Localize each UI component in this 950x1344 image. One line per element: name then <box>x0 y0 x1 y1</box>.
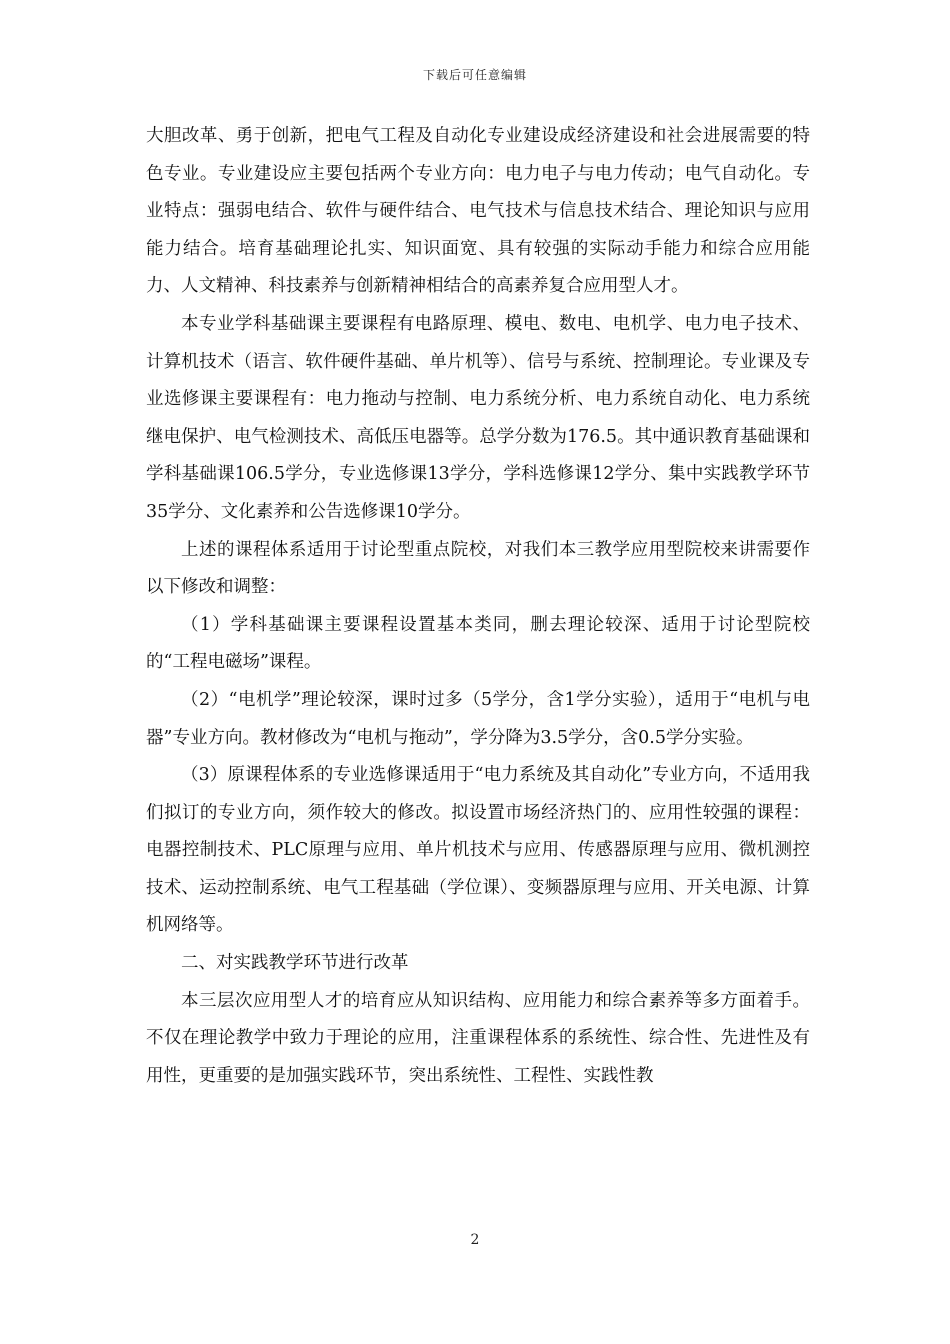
page-header-note: 下载后可任意编辑 <box>422 68 527 82</box>
paragraph-continuation: 大胆改革、勇于创新，把电气工程及自动化专业建设成经济建设和社会进展需要的特色专业。专业建设应主要包括两个专业方向：电力电子与电力传动；电气自动化。专业特点：强弱电结合、软件与硬件结合、电气技术与信息技术结合、理论知识与应用能力结合。培育基础理论扎实、知识面宽、具有较强的实际动手能力和综合应用能力、人文精神、科技素养与创新精神相结合的高素养复合应用型人才。 <box>146 126 810 297</box>
paragraph-item-1: （1）学科基础课主要课程设置基本类同，删去理论较深、适用于讨论型院校的“工程电磁场”课程。 <box>146 614 810 673</box>
page-number: 2 <box>470 1232 480 1248</box>
paragraph-item-2: （2）“电机学”理论较深，课时过多（5学分，含1学分实验），适用于“电机与电器”专业方向。教材修改为“电机与拖动”，学分降为3.5学分，含0.5学分实验。 <box>146 689 810 748</box>
paragraph-curriculum: 本专业学科基础课主要课程有电路原理、模电、数电、电机学、电力电子技术、计算机技术（语言、软件硬件基础、单片机等）、信号与系统、控制理论。专业课及专业选修课主要课程有：电力拖动与控制、电力系统分析、电力系统自动化、电力系统继电保护、电气检测技术、高低压电器等。总学分数为176.5。其中通识教育基础课和学科基础课106.5学分，专业选修课13学分，学科选修课12学分、集中实践教学环节35学分、文化素养和公告选修课10学分。 <box>146 313 810 522</box>
section-heading: 二、对实践教学环节进行改革 <box>181 953 409 974</box>
paragraph-item-3: （3）原课程体系的专业选修课适用于“电力系统及其自动化”专业方向，不适用我们拟订的专业方向，须作较大的修改。拟设置市场经济热门的、应用性较强的课程：电器控制技术、PLC原理与应用、单片机技术与应用、传感器原理与应用、微机测控技术、运动控制系统、电气工程基础（学位课）、变频器原理与应用、开关电源、计算机网络等。 <box>146 765 810 936</box>
document-body <box>146 118 810 1095</box>
paragraph-adjustment-intro: 上述的课程体系适用于讨论型重点院校，对我们本三教学应用型院校来讲需要作以下修改和调整： <box>146 539 810 598</box>
paragraph-practice: 本三层次应用型人才的培育应从知识结构、应用能力和综合素养等多方面着手。不仅在理论教学中致力于理论的应用，注重课程体系的系统性、综合性、先进性及有用性，更重要的是加强实践环节，突出系统性、工程性、实践性教 <box>146 990 810 1086</box>
